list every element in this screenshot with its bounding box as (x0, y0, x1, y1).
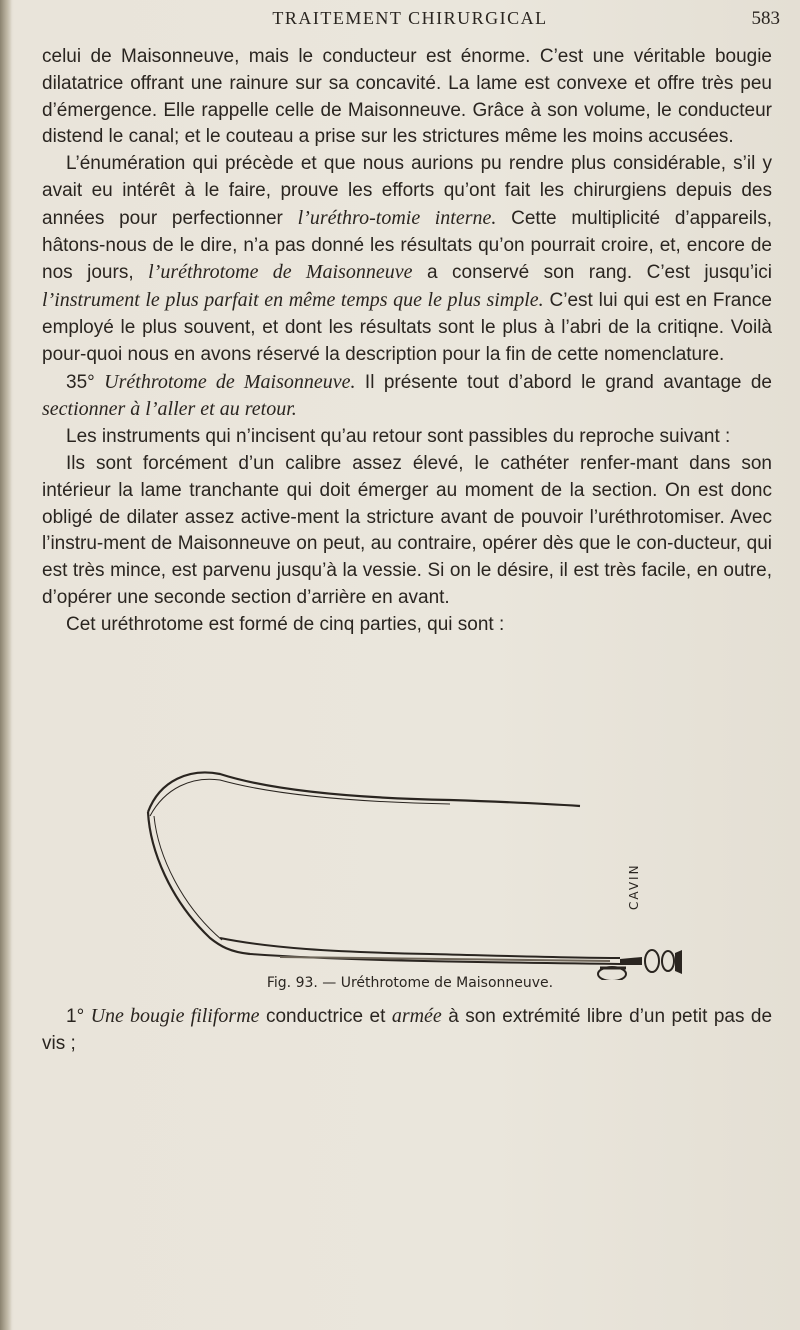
text-run: C’est lui qui est en France employé le plus souvent, et dont les résultats sont le plus à l’abri de la critiqne. Voilà pour-quoi nous en avons réservé la description pour la fin de cette nomenclature. (42, 290, 772, 365)
text-run: Cet uréthrotome est formé de cinq parties, qui sont : (66, 613, 505, 635)
left-curve (148, 812, 250, 954)
main-text (42, 44, 772, 639)
paragraph (42, 612, 772, 639)
italic-text: l’instrument le plus parfait en même temps que le plus simple. (42, 289, 544, 312)
italic-text: sectionner à l’aller et au retour. (42, 398, 297, 421)
text-run: conductrice et (259, 1006, 392, 1027)
italic-text: armée (391, 1005, 442, 1027)
paragraph (42, 369, 772, 425)
page-header (40, 8, 780, 38)
paragraph (42, 44, 772, 151)
text-run: L’énumération qui précède et que nous aurions pu rendre plus considérable, s’il y avait eu intérêt à le faire, prouve les efforts qu’ont fait les chirurgiens depuis des années pour perfectionner (42, 153, 772, 229)
left-curve-inner (154, 816, 222, 940)
paragraph (42, 151, 772, 368)
running-title: TRAITEMENT CHIRURGICAL (272, 8, 548, 28)
italic-text: Une bougie filiforme (90, 1005, 260, 1027)
text-run: à son extrémité libre d’un petit pas de vis ; (42, 1006, 773, 1054)
figure-urethrotome (130, 760, 690, 980)
paragraph (42, 451, 772, 612)
urethrotome-drawing (130, 760, 690, 980)
figure-caption: Fig. 93. — Uréthrotome de Maisonneuve. (266, 975, 554, 991)
page-number: 583 (751, 8, 780, 29)
handle-icon (620, 950, 682, 974)
text-run: a conservé son rang. C’est jusqu’ici (412, 262, 772, 284)
italic-text: l’uréthrotome de Maisonneuve (148, 261, 413, 284)
text-run: 1° (66, 1006, 91, 1027)
text-run: 35° (66, 371, 105, 393)
text-run: Cette multiplicité d’appareils, hâtons-nous de le dire, n’a pas donné les résultats qu’on pourrait croire, et, encore de nos jours, (42, 207, 772, 284)
paragraph (42, 424, 772, 451)
text-run: celui de Maisonneuve, mais le conducteur est énorme. C’est une véritable bougie dilatatrice offrant une rainure sur sa concavité. La lame est convexe et offre très peu d’émergence. Elle rappelle celle de Maisonneuve. Grâce à son volume, le conducteur distend le canal; et le couteau a prise sur les strictures même les moins accusées. (42, 46, 772, 148)
continued-text (42, 1003, 772, 1058)
italic-text: Uréthrotome de Maisonneuve. (104, 370, 356, 393)
text-run: Il présente tout d’abord le grand avantage de (355, 371, 773, 393)
maker-mark: CAVIN (627, 863, 641, 910)
text-run: Les instruments qui n’incisent qu’au retour sont passibles du reproche suivant : (66, 426, 731, 448)
paragraph (42, 1003, 772, 1058)
upper-conductor-line (148, 773, 580, 812)
italic-text: l’uréthro-tomie interne. (297, 206, 497, 229)
text-run: Ils sont forcément d’un calibre assez élevé, le cathéter renfer-mant dans son intérieur la lame tranchante qui doit émerger au moment de la section. On est donc obligé de dilater assez active-ment la stricture avant de pouvoir l’uréthrotomiser. Avec l’instru-ment de Maisonneuve on peut, au contraire, opérer dès que le con-ducteur, qui est très mince, est parvenu jusqu’à la vessie. Si on le désire, il est très facile, en outre, d’opérer une seconde section d’arrière en avant. (42, 452, 772, 608)
binding-shadow (0, 0, 12, 1330)
